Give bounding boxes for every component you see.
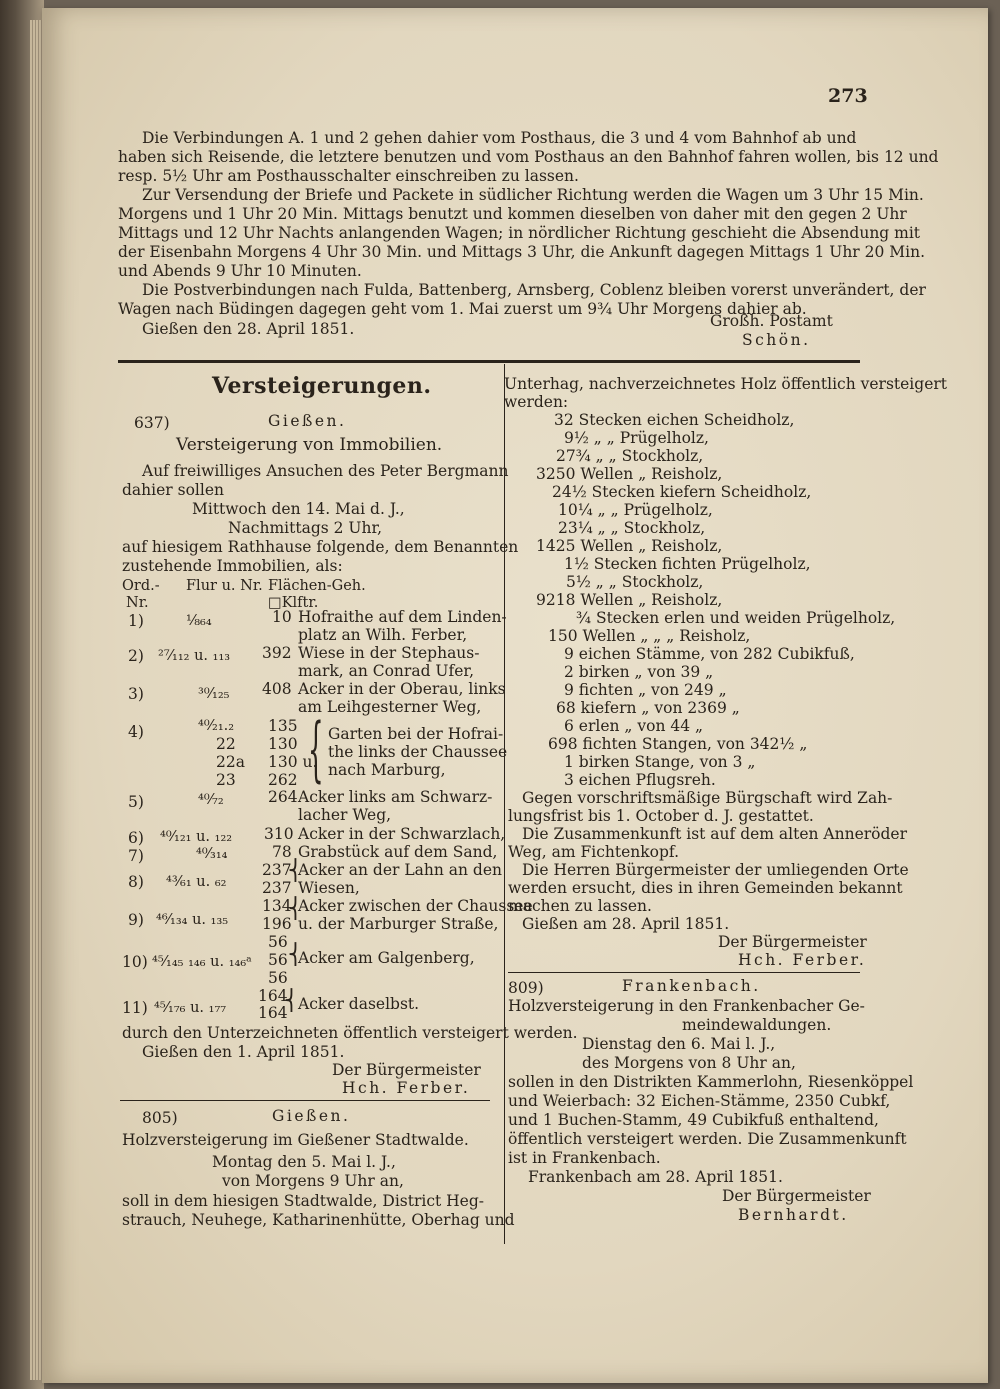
- col-header-ord: Ord.-: [122, 578, 160, 594]
- row-area: 408: [262, 680, 292, 698]
- auction-date: Montag den 5. Mai l. J.,: [212, 1153, 396, 1171]
- row-area: 130: [268, 735, 298, 753]
- notice-line: der Eisenbahn Morgens 4 Uhr 30 Min. und Mittags 3 Uhr, die Ankunft dagegen Mittags 1 Uhr 20 Min.: [118, 243, 926, 261]
- text-line: lungsfrist bis 1. October d. J. gestattet.: [508, 807, 814, 825]
- page-number: 273: [828, 85, 868, 107]
- notice-line: Die Postverbindungen nach Fulda, Battenberg, Arnsberg, Coblenz bleiben vorerst unverändert, der: [142, 281, 926, 299]
- text-line: strauch, Neuhege, Katharinenhütte, Oberhag und: [122, 1211, 515, 1229]
- text-line: Auf freiwilliges Ansuchen des Peter Bergmann: [142, 462, 509, 480]
- row-area: 134: [262, 897, 292, 915]
- auction-time: Nachmittags 2 Uhr,: [228, 519, 383, 537]
- curly-brace: ⎨: [288, 942, 303, 966]
- row-flur: ⁴⁰⁄₃₁₄: [196, 846, 228, 862]
- text-line: Die Zusammenkunft ist auf dem alten Anneröder: [522, 825, 907, 843]
- row-desc: Acker an der Lahn an den: [298, 861, 503, 879]
- text-line: sollen in den Distrikten Kammerlohn, Riesenköppel: [508, 1073, 914, 1091]
- row-flur: ⁴⁰⁄₂₁.₂: [198, 718, 235, 734]
- notice-line: und Abends 9 Uhr 10 Minuten.: [118, 262, 362, 280]
- text-line: Weg, am Fichtenkopf.: [508, 843, 679, 861]
- auction-time: des Morgens von 8 Uhr an,: [582, 1054, 796, 1072]
- row-flur: ⁴⁶⁄₁₃₄ u. ₁₃₅: [156, 912, 229, 928]
- row-desc: platz an Wilh. Ferber,: [298, 626, 468, 644]
- wood-item: 10¼ „ „ Prügelholz,: [558, 501, 713, 519]
- notice-line: Morgens und 1 Uhr 20 Min. Mittags benutzt und kommen dieselben von daher mit den gegen 2 Uhr: [118, 205, 907, 223]
- row-area: 56: [268, 969, 288, 987]
- text-line: auf hiesigem Rathhause folgende, dem Benannten: [122, 538, 519, 556]
- curly-brace: {: [308, 708, 324, 790]
- notice-title: Versteigerung von Immobilien.: [176, 435, 443, 455]
- row-flur: 22a: [216, 753, 245, 771]
- wood-item: 2 birken „ von 39 „: [564, 663, 714, 681]
- wood-item: 3 eichen Pflugsreh.: [564, 771, 716, 789]
- row-area: 237: [262, 879, 292, 897]
- notice-signature-name: Schön.: [742, 331, 811, 349]
- row-ord: 3): [128, 685, 144, 703]
- signature-name: Bernhardt.: [738, 1206, 849, 1224]
- wood-item: 1 birken Stange, von 3 „: [564, 753, 756, 771]
- row-ord: 7): [128, 847, 144, 865]
- row-ord: 9): [128, 911, 144, 929]
- notice-number: 809): [508, 979, 544, 997]
- text-line: Gegen vorschriftsmäßige Bürgschaft wird Zah-: [522, 789, 893, 807]
- page-edges: [30, 20, 42, 1380]
- place-date: Frankenbach am 28. April 1851.: [528, 1168, 783, 1186]
- notice-place-date: Gießen den 28. April 1851.: [142, 320, 355, 338]
- signature-name: Hch. Ferber.: [738, 951, 867, 969]
- column-divider: [504, 364, 505, 1244]
- auction-date: Mittwoch den 14. Mai d. J.,: [192, 500, 405, 518]
- notice-line: Wagen nach Büdingen dagegen geht vom 1. Mai zuerst um 9¾ Uhr Morgens dahier ab.: [118, 300, 807, 318]
- notice-number: 637): [134, 414, 170, 432]
- col-header-flaechen: Flächen-Geh.: [268, 578, 366, 594]
- notice-title: Holzversteigerung im Gießener Stadtwalde.: [122, 1131, 469, 1149]
- curly-brace: ⎨: [288, 858, 303, 882]
- notice-divider: [508, 972, 860, 973]
- row-area: 10: [272, 608, 292, 626]
- row-area: 130 u.: [268, 753, 318, 771]
- notice-line: Zur Versendung der Briefe und Packete in südlicher Richtung werden die Wagen um 3 Uhr 15 Min.: [142, 186, 924, 204]
- text-line: werden ersucht, dies in ihren Gemeinden bekannt: [508, 879, 903, 897]
- signature-title: Der Bürgermeister: [722, 1187, 871, 1205]
- row-flur: ³⁰⁄₁₂₅: [198, 686, 230, 702]
- wood-item: 9 fichten „ von 249 „: [564, 681, 727, 699]
- text-line: soll in dem hiesigen Stadtwalde, District Heg-: [122, 1192, 485, 1210]
- row-flur: ⁴⁰⁄₁₂₁ u. ₁₂₂: [160, 829, 233, 845]
- wood-item: 1425 Wellen „ Reisholz,: [536, 537, 723, 555]
- notice-line: Mittags und 12 Uhr Nachts anlangenden Wagen; in nördlicher Richtung geschieht die Absendung mit: [118, 224, 921, 242]
- text-line: werden:: [504, 393, 569, 411]
- row-area: 196: [262, 915, 292, 933]
- place-date: Gießen am 28. April 1851.: [522, 915, 730, 933]
- row-desc: u. der Marburger Straße,: [298, 915, 499, 933]
- text-line: ist in Frankenbach.: [508, 1149, 661, 1167]
- row-flur: 23: [216, 771, 236, 789]
- row-desc: the links der Chaussee: [328, 743, 508, 761]
- row-flur: ⁴⁰⁄₇₂: [198, 792, 224, 808]
- auction-time: von Morgens 9 Uhr an,: [222, 1172, 404, 1190]
- row-desc: am Leihgesterner Weg,: [298, 698, 482, 716]
- wood-item: ¾ Stecken erlen und weiden Prügelholz,: [576, 609, 896, 627]
- notice-divider: [120, 1100, 490, 1101]
- row-ord: 5): [128, 793, 144, 811]
- row-ord: 1): [128, 612, 144, 630]
- wood-item: 6 erlen „ von 44 „: [564, 717, 704, 735]
- curly-brace: ⎨: [288, 896, 303, 920]
- row-desc: Acker am Galgenberg,: [298, 949, 475, 967]
- row-desc: Acker in der Schwarzlach,: [298, 825, 506, 843]
- row-ord: 10): [122, 953, 148, 971]
- row-area: 56: [268, 951, 288, 969]
- wood-item: 3250 Wellen „ Reisholz,: [536, 465, 723, 483]
- wood-item: 9½ „ „ Prügelholz,: [564, 429, 709, 447]
- col-header-klftr: □Klftr.: [268, 595, 319, 611]
- notice-line: resp. 5½ Uhr am Posthausschalter einschreiben zu lassen.: [118, 167, 579, 185]
- section-divider: [118, 360, 860, 363]
- notice-signature-title: Großh. Postamt: [710, 312, 833, 330]
- row-area: 78: [272, 843, 292, 861]
- row-flur: ⁴⁵⁄₁₄₅ ₁₄₆ u. ₁₄₆ᵃ: [152, 954, 252, 970]
- section-heading: Versteigerungen.: [212, 373, 432, 399]
- row-desc: Garten bei der Hofrai-: [328, 725, 504, 743]
- text-line: zustehende Immobilien, als:: [122, 557, 343, 575]
- notice-title: Holzversteigerung in den Frankenbacher Ge-: [508, 997, 865, 1015]
- curly-brace: ⎨: [284, 988, 299, 1012]
- newspaper-page: [42, 8, 988, 1383]
- col-header-flur: Flur u. Nr.: [186, 578, 263, 594]
- wood-item: 9218 Wellen „ Reisholz,: [536, 591, 723, 609]
- signature-name: Hch. Ferber.: [342, 1079, 471, 1097]
- row-ord: 4): [128, 723, 144, 741]
- row-desc: Hofraithe auf dem Linden-: [298, 608, 507, 626]
- closing-line: durch den Unterzeichneten öffentlich versteigert werden.: [122, 1024, 578, 1042]
- row-desc: lacher Weg,: [298, 806, 392, 824]
- row-desc: mark, an Conrad Ufer,: [298, 662, 475, 680]
- place-date: Gießen den 1. April 1851.: [142, 1043, 345, 1061]
- row-area: 392: [262, 644, 292, 662]
- wood-item: 32 Stecken eichen Scheidholz,: [554, 411, 795, 429]
- row-ord: 2): [128, 647, 144, 665]
- wood-item: 27¾ „ „ Stockholz,: [556, 447, 704, 465]
- row-area: 164: [258, 1004, 288, 1022]
- notice-number: 805): [142, 1109, 178, 1127]
- row-area: 237: [262, 861, 292, 879]
- wood-item: 5½ „ „ Stockholz,: [566, 573, 704, 591]
- auction-date: Dienstag den 6. Mai l. J.,: [582, 1035, 776, 1053]
- wood-item: 1½ Stecken fichten Prügelholz,: [564, 555, 811, 573]
- row-desc: Grabstück auf dem Sand,: [298, 843, 498, 861]
- row-flur: ¹⁄₈₆₄: [186, 613, 212, 629]
- row-area: 262: [268, 771, 298, 789]
- row-area: 264: [268, 788, 298, 806]
- row-desc: Acker zwischen der Chaussee: [298, 897, 533, 915]
- row-flur: ²⁷⁄₁₁₂ u. ₁₁₃: [158, 648, 231, 664]
- row-desc: Wiese in der Stephaus-: [298, 644, 480, 662]
- row-area: 310: [264, 825, 294, 843]
- row-ord: 6): [128, 829, 144, 847]
- row-desc: Acker in der Oberau, links: [298, 680, 506, 698]
- row-desc: Acker links am Schwarz-: [298, 788, 493, 806]
- notice-place: Gießen.: [272, 1107, 351, 1125]
- notice-line: Die Verbindungen A. 1 und 2 gehen dahier vom Posthaus, die 3 und 4 vom Bahnhof ab und: [142, 129, 857, 147]
- wood-item: 698 fichten Stangen, von 342½ „: [548, 735, 808, 753]
- text-line: Unterhag, nachverzeichnetes Holz öffentlich versteigert: [504, 375, 947, 393]
- wood-item: 23¼ „ „ Stockholz,: [558, 519, 706, 537]
- text-line: dahier sollen: [122, 481, 224, 499]
- notice-place: Frankenbach.: [622, 977, 761, 995]
- signature-title: Der Bürgermeister: [718, 933, 867, 951]
- wood-item: 9 eichen Stämme, von 282 Cubikfuß,: [564, 645, 855, 663]
- wood-item: 150 Wellen „ „ „ Reisholz,: [548, 627, 751, 645]
- signature-title: Der Bürgermeister: [332, 1061, 481, 1079]
- row-flur: ⁴⁵⁄₁₇₆ u. ₁₇₇: [154, 1000, 227, 1016]
- row-area: 135: [268, 717, 298, 735]
- row-area: 164: [258, 987, 288, 1005]
- text-line: machen zu lassen.: [508, 897, 652, 915]
- wood-item: 68 kiefern „ von 2369 „: [556, 699, 740, 717]
- text-line: Die Herren Bürgermeister der umliegenden Orte: [522, 861, 909, 879]
- notice-line: haben sich Reisende, die letztere benutzen und vom Posthaus an den Bahnhof fahren wollen, bis 12 und: [118, 148, 939, 166]
- wood-item: 24½ Stecken kiefern Scheidholz,: [552, 483, 812, 501]
- row-ord: 11): [122, 999, 148, 1017]
- row-desc: Wiesen,: [298, 879, 360, 897]
- notice-title: meindewaldungen.: [682, 1016, 832, 1034]
- row-desc: Acker daselbst.: [298, 995, 420, 1013]
- row-desc: nach Marburg,: [328, 761, 446, 779]
- notice-place: Gießen.: [268, 412, 347, 430]
- row-ord: 8): [128, 873, 144, 891]
- row-flur: ⁴³⁄₆₁ u. ₆₂: [166, 874, 227, 890]
- text-line: und Weierbach: 32 Eichen-Stämme, 2350 Cubkf,: [508, 1092, 891, 1110]
- row-area: 56: [268, 933, 288, 951]
- text-line: und 1 Buchen-Stamm, 49 Cubikfuß enthaltend,: [508, 1111, 879, 1129]
- col-header-nr: Nr.: [126, 595, 149, 611]
- text-line: öffentlich versteigert werden. Die Zusammenkunft: [508, 1130, 907, 1148]
- row-flur: 22: [216, 735, 236, 753]
